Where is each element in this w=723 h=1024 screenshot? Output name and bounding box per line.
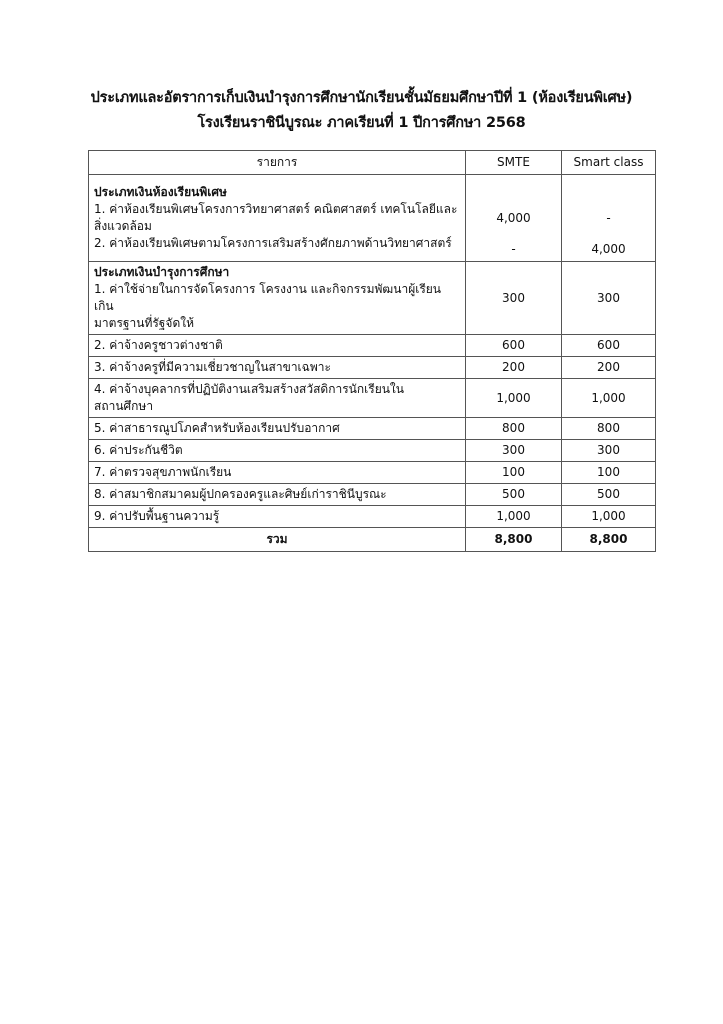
smart-value: 500	[562, 484, 656, 506]
smart-value: 800	[562, 418, 656, 440]
smte-value: 300	[466, 440, 562, 462]
smte-value: 500	[466, 484, 562, 506]
item-label: 1. ค่าห้องเรียนพิเศษโครงการวิทยาศาสตร์ คณิตศาสตร์ เทคโนโลยีและ	[94, 202, 458, 216]
smart-value: 300	[562, 440, 656, 462]
item-label: 2. ค่าห้องเรียนพิเศษตามโครงการเสริมสร้างศักยภาพด้านวิทยาศาสตร์	[94, 236, 452, 250]
total-smte: 8,800	[466, 528, 562, 552]
item-label: 7. ค่าตรวจสุขภาพนักเรียน	[89, 462, 466, 484]
item-label-group	[89, 379, 466, 418]
column-header-smart-class: Smart class	[562, 151, 656, 175]
table-row	[89, 440, 656, 462]
table-row	[89, 484, 656, 506]
smte-value: 800	[466, 418, 562, 440]
smart-cells	[562, 175, 656, 262]
smte-value: -	[511, 241, 516, 256]
smart-value: 100	[562, 462, 656, 484]
item-label-cont: สิ่งแวดล้อม	[94, 219, 152, 233]
item-label: 8. ค่าสมาชิกสมาคมผู้ปกครองครูและศิษย์เก่าราชินีบูรณะ	[89, 484, 466, 506]
item-label: 5. ค่าสาธารณูปโภคสำหรับห้องเรียนปรับอากาศ	[89, 418, 466, 440]
group-heading: ประเภทเงินห้องเรียนพิเศษ	[94, 185, 227, 199]
smte-value: 600	[466, 335, 562, 357]
smte-value: 1,000	[466, 379, 562, 418]
item-label: 9. ค่าปรับพื้นฐานความรู้	[89, 506, 466, 528]
smart-value: 600	[562, 335, 656, 357]
total-row	[89, 528, 656, 552]
smte-value: 100	[466, 462, 562, 484]
smte-value: 300	[466, 262, 562, 335]
item-label: 4. ค่าจ้างบุคลากรที่ปฏิบัติงานเสริมสร้างสวัสดิการนักเรียนใน	[94, 382, 404, 396]
smart-value: -	[606, 211, 611, 225]
item-label: 2. ค่าจ้างครูชาวต่างชาติ	[89, 335, 466, 357]
item-label-cont: สถานศึกษา	[94, 399, 154, 413]
smte-value: 4,000	[496, 211, 531, 225]
total-smart-class: 8,800	[562, 528, 656, 552]
table-row	[89, 506, 656, 528]
item-label: 3. ค่าจ้างครูที่มีความเชี่ยวชาญในสาขาเฉพาะ	[89, 357, 466, 379]
smart-value: 200	[562, 357, 656, 379]
item-label: 6. ค่าประกันชีวิต	[89, 440, 466, 462]
column-header-item: รายการ	[89, 151, 466, 175]
column-header-smte: SMTE	[466, 151, 562, 175]
total-label: รวม	[89, 528, 466, 552]
table-row	[89, 335, 656, 357]
smart-value: 300	[562, 262, 656, 335]
table-row	[89, 175, 656, 262]
table-row	[89, 418, 656, 440]
smte-cells	[466, 175, 562, 262]
document-subtitle: โรงเรียนราชินีบูรณะ ภาคเรียนที่ 1 ปีการศึกษา 2568	[197, 115, 526, 131]
smart-value: 1,000	[562, 506, 656, 528]
table-row	[89, 262, 656, 335]
smte-value: 1,000	[466, 506, 562, 528]
group-tuition	[89, 262, 466, 335]
smart-value: 1,000	[562, 379, 656, 418]
document-title: ประเภทและอัตราการเก็บเงินบำรุงการศึกษานักเรียนชั้นมัธยมศึกษาปีที่ 1 (ห้องเรียนพิเศษ)	[90, 90, 633, 106]
smart-value: 4,000	[591, 241, 626, 256]
smte-value: 200	[466, 357, 562, 379]
group-heading: ประเภทเงินบำรุงการศึกษา	[94, 265, 230, 279]
group-special-room	[89, 175, 466, 262]
item-label: 1. ค่าใช้จ่ายในการจัดโครงการ โครงงาน และกิจกรรมพัฒนาผู้เรียนเกิน	[94, 282, 442, 313]
table-header-row	[89, 151, 656, 175]
table-row	[89, 357, 656, 379]
table-row	[89, 379, 656, 418]
item-label-cont: มาตรฐานที่รัฐจัดให้	[94, 316, 195, 330]
table-row	[89, 462, 656, 484]
fee-table	[88, 150, 656, 552]
